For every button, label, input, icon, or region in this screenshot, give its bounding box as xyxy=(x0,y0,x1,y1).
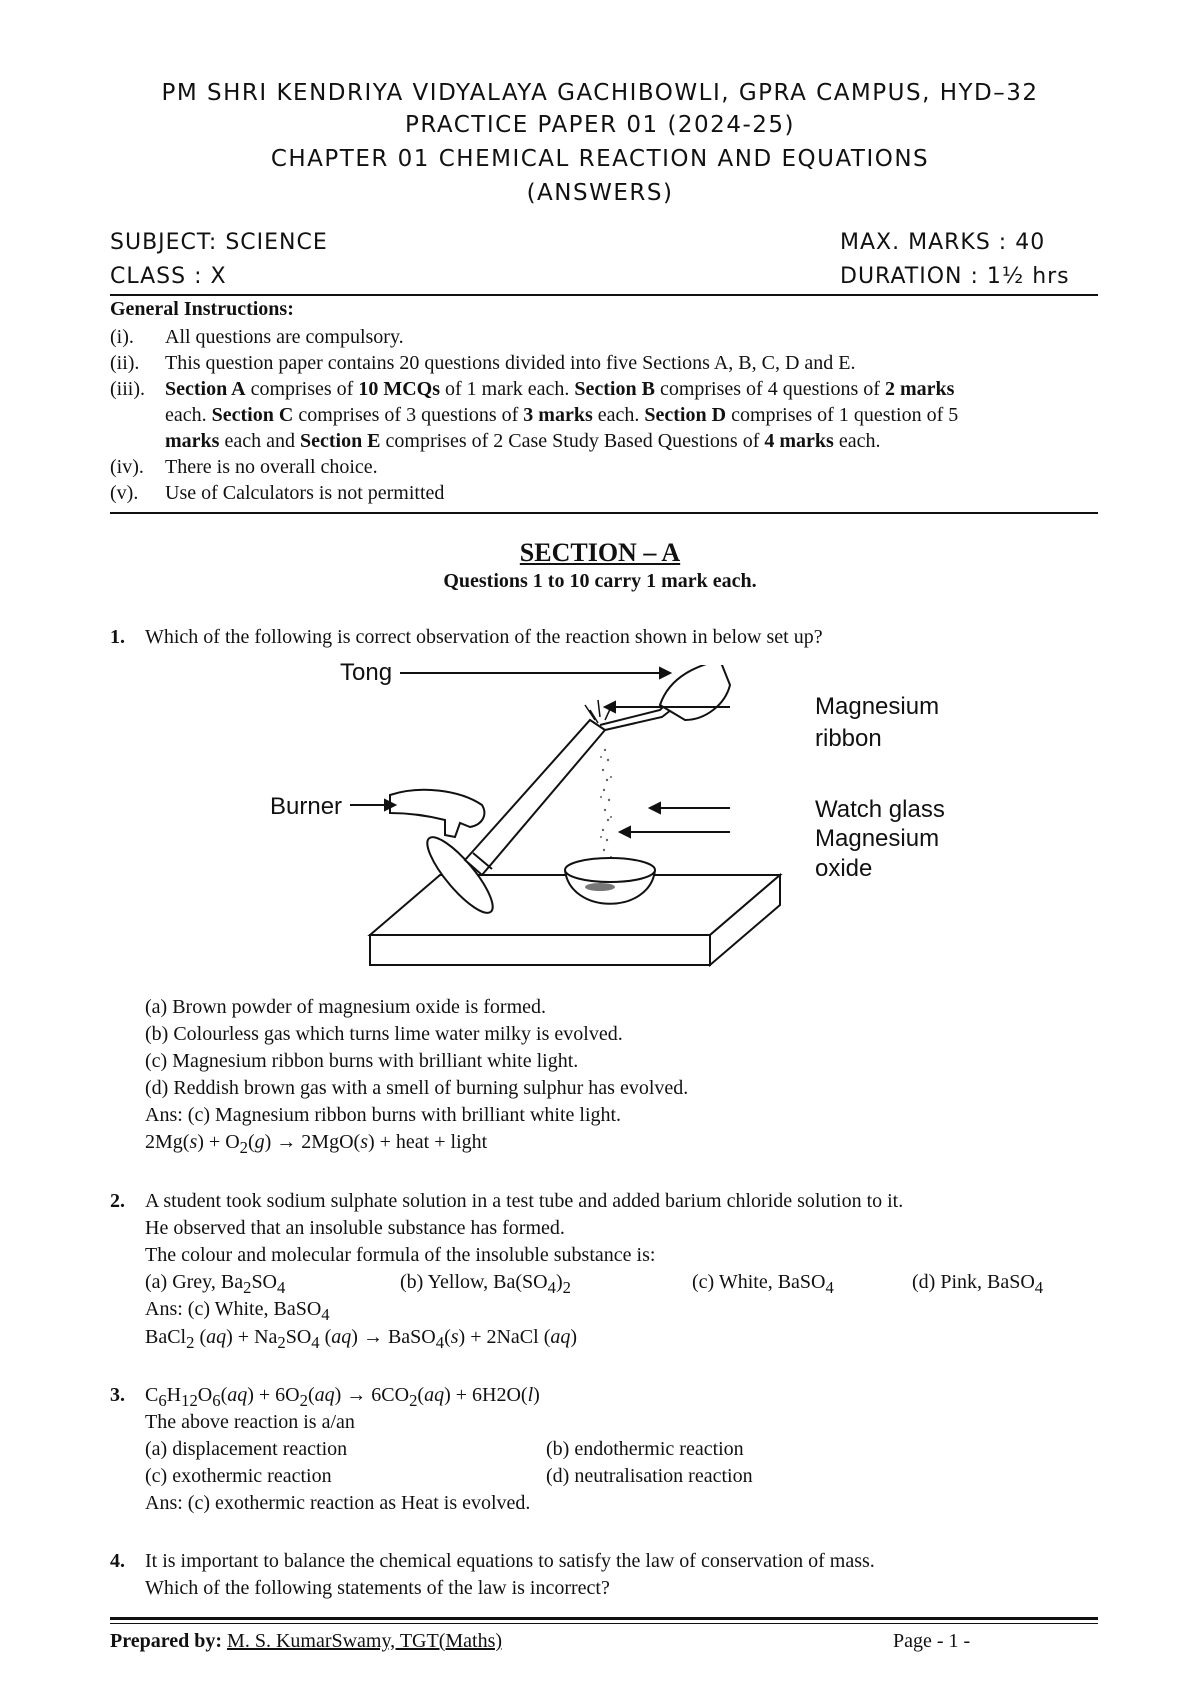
magnesium-burning-figure xyxy=(260,659,980,985)
max-marks: MAX. MARKS : 40 xyxy=(840,230,1046,255)
figure-label-magnesium-oxide: oxide xyxy=(815,855,873,882)
question-text: The above reaction is a/an xyxy=(145,1411,355,1433)
figure-label-tong: Tong xyxy=(340,659,393,686)
instruction-text: All questions are compulsory. xyxy=(165,326,404,348)
header-rule xyxy=(110,294,1098,296)
instruction-text: each. Section C comprises of 3 questions of 3 marks each. Section D comprises of 1 question of 5 xyxy=(165,404,959,426)
question-text: It is important to balance the chemical equations to satisfy the law of conservation of mass. xyxy=(145,1550,875,1572)
question-number: 2. xyxy=(110,1190,125,1212)
section-title: SECTION – A xyxy=(519,538,681,567)
option-d: (d) neutralisation reaction xyxy=(546,1465,753,1487)
question-text: He observed that an insoluble substance has formed. xyxy=(145,1217,565,1239)
instruction-text: Section A comprises of 10 MCQs of 1 mark each. Section B comprises of 4 questions of 2 marks xyxy=(165,378,955,400)
figure-label-magnesium-ribbon: Magnesium xyxy=(815,693,940,720)
answer: Ans: (c) White, BaSO$_4$ xyxy=(145,1298,330,1324)
option-b: (b) Yellow, $Ba(SO_4)_2$ xyxy=(400,1271,571,1297)
option-c: (c) exothermic reaction xyxy=(145,1465,332,1487)
equation: $2Mg(s) + O_2(g) \to 2MgO(s)$ + heat + light xyxy=(145,1131,488,1157)
option-d: (d) Pink, BaSO$_4$ xyxy=(912,1271,1044,1297)
instruction-num: (i). xyxy=(110,326,134,348)
flame xyxy=(585,700,612,723)
duration: DURATION : 1½ hrs xyxy=(840,264,1070,289)
figure-label-burner: Burner xyxy=(270,793,343,820)
instruction-num: (ii). xyxy=(110,352,140,374)
figure-label-watch-glass: Watch glass xyxy=(815,796,945,823)
instruction-num: (v). xyxy=(110,482,139,504)
option-a: (a) Brown powder of magnesium oxide is formed. xyxy=(145,996,547,1018)
answer: Ans: (c) exothermic reaction as Heat is evolved. xyxy=(145,1492,531,1514)
option-b: (b) Colourless gas which turns lime water milky is evolved. xyxy=(145,1023,623,1045)
option-d: (d) Reddish brown gas with a smell of burning sulphur has evolved. xyxy=(145,1077,689,1099)
option-c: (c) White, BaSO$_4$ xyxy=(692,1271,834,1297)
instruction-num: (iii). xyxy=(110,378,145,400)
question-number: 4. xyxy=(110,1550,125,1572)
instruction-text: Use of Calculators is not permitted xyxy=(165,482,445,504)
page-number: Page - 1 - xyxy=(893,1630,971,1652)
option-b: (b) endothermic reaction xyxy=(546,1438,744,1460)
instruction-text: There is no overall choice. xyxy=(165,456,378,478)
falling-powder xyxy=(600,749,612,861)
equation: $C_6H_{12}O_6(aq) + 6O_2(aq) \to 6CO_2(aq) + 6H2O(l)$ xyxy=(145,1384,540,1410)
option-c: (c) Magnesium ribbon burns with brilliant white light. xyxy=(145,1050,579,1072)
instruction-text: marks each and Section E comprises of 2 Case Study Based Questions of 4 marks each. xyxy=(165,430,881,452)
subject: SUBJECT: SCIENCE xyxy=(110,230,328,255)
question-text: Which of the following is correct observation of the reaction shown in below set up? xyxy=(145,626,823,648)
paper-title: PRACTICE PAPER 01 (2024-25) xyxy=(405,112,795,138)
burner-tube xyxy=(465,720,605,875)
question-text: A student took sodium sulphate solution in a test tube and added barium chloride solution to it. xyxy=(145,1190,904,1212)
question-text: The colour and molecular formula of the insoluble substance is: xyxy=(145,1244,656,1266)
magnesium-oxide-deposit xyxy=(585,883,615,891)
instructions-rule xyxy=(110,512,1098,514)
table-front xyxy=(370,935,710,965)
prepared-by: Prepared by: M. S. KumarSwamy, TGT(Maths) xyxy=(110,1630,503,1652)
class: CLASS : X xyxy=(110,264,227,289)
answers-label: (ANSWERS) xyxy=(526,180,674,206)
figure-label-magnesium-ribbon: ribbon xyxy=(815,725,882,752)
footer-rule xyxy=(110,1617,1098,1620)
instruction-num: (iv). xyxy=(110,456,144,478)
option-a: (a) Grey, $Ba_2SO_4$ xyxy=(145,1271,286,1297)
chapter-title: CHAPTER 01 CHEMICAL REACTION AND EQUATIONS xyxy=(270,146,930,172)
figure-label-magnesium-oxide: Magnesium xyxy=(815,825,940,852)
footer-rule xyxy=(110,1623,1098,1624)
equation: BaCl$_2$ $(aq) + Na_2SO_4$ (aq) → BaSO$_4$(s) + 2NaCl (aq) xyxy=(145,1326,578,1352)
instructions-title: General Instructions: xyxy=(110,298,294,320)
question-number: 3. xyxy=(110,1384,125,1406)
school-name: PM SHRI KENDRIYA VIDYALAYA GACHIBOWLI, GPRA CAMPUS, HYD–32 xyxy=(161,80,1039,106)
option-a: (a) displacement reaction xyxy=(145,1438,348,1460)
hand-burner xyxy=(390,790,484,837)
question-number: 1. xyxy=(110,626,125,648)
instruction-text: This question paper contains 20 questions divided into five Sections A, B, C, D and E. xyxy=(165,352,856,374)
section-subtitle: Questions 1 to 10 carry 1 mark each. xyxy=(443,570,757,592)
answer: Ans: (c) Magnesium ribbon burns with brilliant white light. xyxy=(145,1104,622,1126)
question-text: Which of the following statements of the law is incorrect? xyxy=(145,1577,610,1599)
